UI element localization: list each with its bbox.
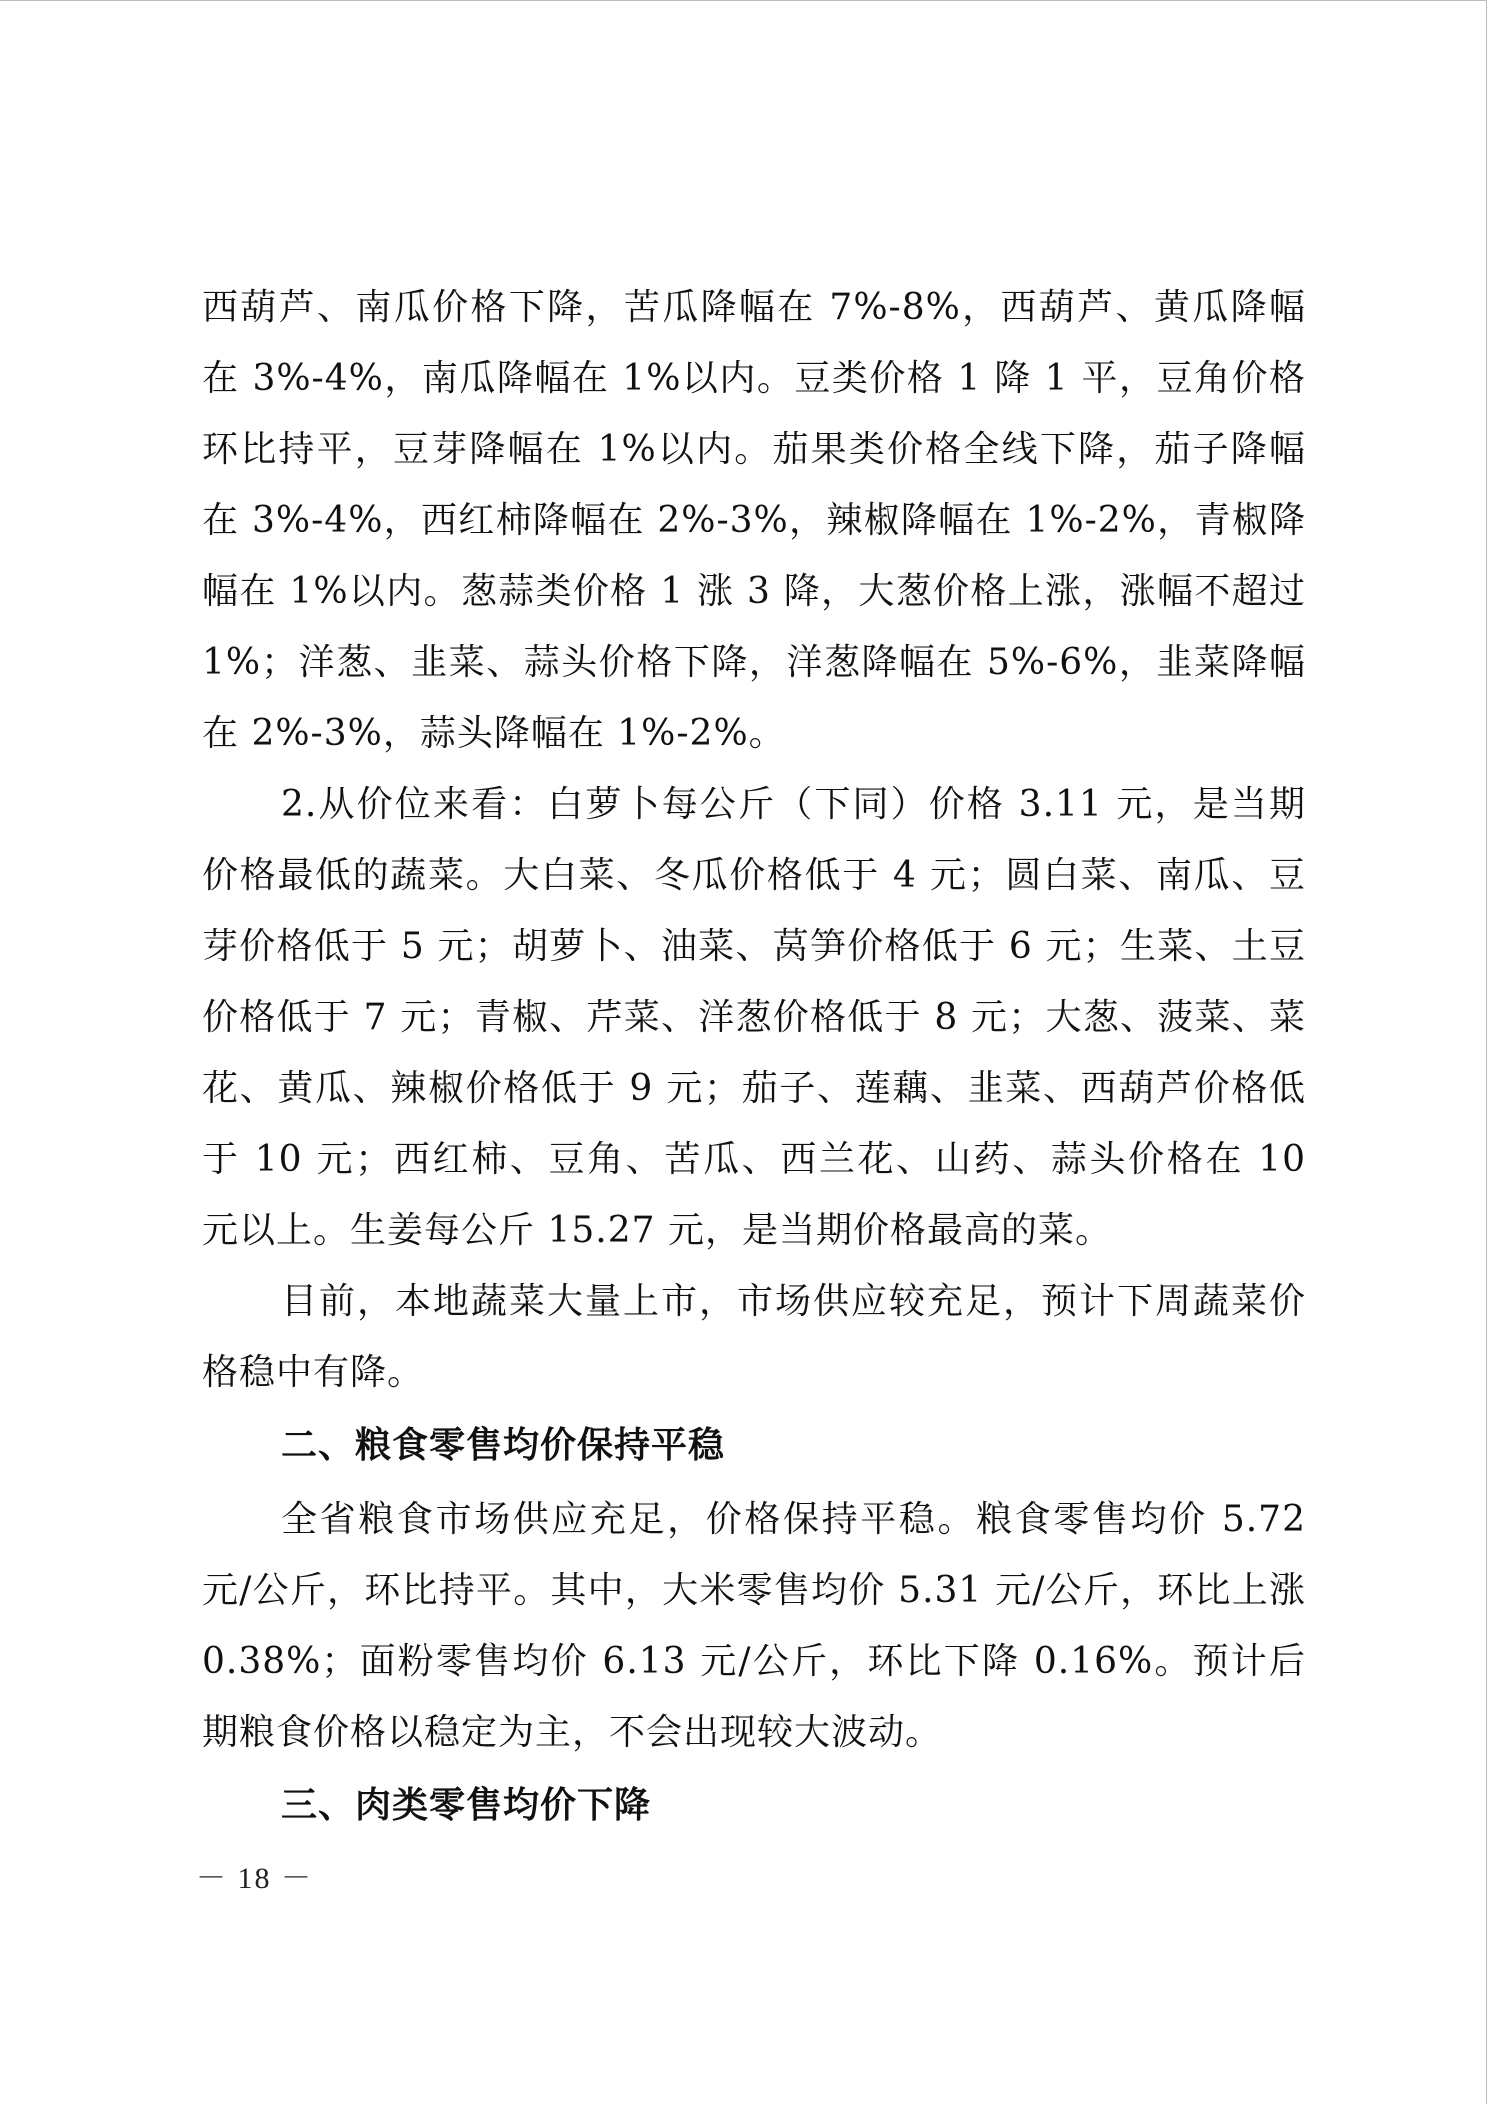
section-heading-meat: 三、肉类零售均价下降 xyxy=(281,1785,652,1826)
page-number: － 18 － xyxy=(196,1862,313,1895)
paragraph-vegetable-outlook: 目前，本地蔬菜大量上市，市场供应较充足，预计下周蔬菜价格稳中有降。 xyxy=(202,1281,1306,1393)
paragraph-price-levels: 2.从价位来看：白萝卜每公斤（下同）价格 3.11 元，是当期价格最低的蔬菜。大白菜、冬瓜价格低于 4 元；圆白菜、南瓜、豆芽价格低于 5 元；胡萝卜、油菜、莴笋价格低于 6 元；生菜、土豆价格低于 7 元；青椒、芹菜、洋葱价格低于 8 元；大葱、菠菜、菜花、黄瓜、辣椒价格低于 9 元；茄子、莲藕、韭菜、西葫芦价格低于 10 元；西红柿、豆角、苦瓜、西兰花、山药、蒜头价格在 10 元以上。生姜每公斤 15.27 元，是当期价格最高的菜。 xyxy=(202,784,1306,1251)
paragraph-vegetable-price-changes: 西葫芦、南瓜价格下降，苦瓜降幅在 7%-8%，西葫芦、黄瓜降幅在 3%-4%，南瓜降幅在 1%以内。豆类价格 1 降 1 平，豆角价格环比持平，豆芽降幅在 1%以内。茄果类价格全线下降，茄子降幅在 3%-4%，西红柿降幅在 2%-3%，辣椒降幅在 1%-2%，青椒降幅在 1%以内。葱蒜类价格 1 涨 3 降，大葱价格上涨，涨幅不超过 1%；洋葱、韭菜、蒜头价格下降，洋葱降幅在 5%-6%，韭菜降幅在 2%-3%，蒜头降幅在 1%-2%。 xyxy=(202,287,1306,754)
paragraph-grain-prices: 全省粮食市场供应充足，价格保持平稳。粮食零售均价 5.72 元/公斤，环比持平。其中，大米零售均价 5.31 元/公斤，环比上涨 0.38%；面粉零售均价 6.13 元/公斤，环比下降 0.16%。预计后期粮食价格以稳定为主，不会出现较大波动。 xyxy=(202,1499,1306,1753)
section-heading-grain: 二、粮食零售均价保持平稳 xyxy=(281,1425,726,1466)
document-body xyxy=(202,272,1306,1844)
